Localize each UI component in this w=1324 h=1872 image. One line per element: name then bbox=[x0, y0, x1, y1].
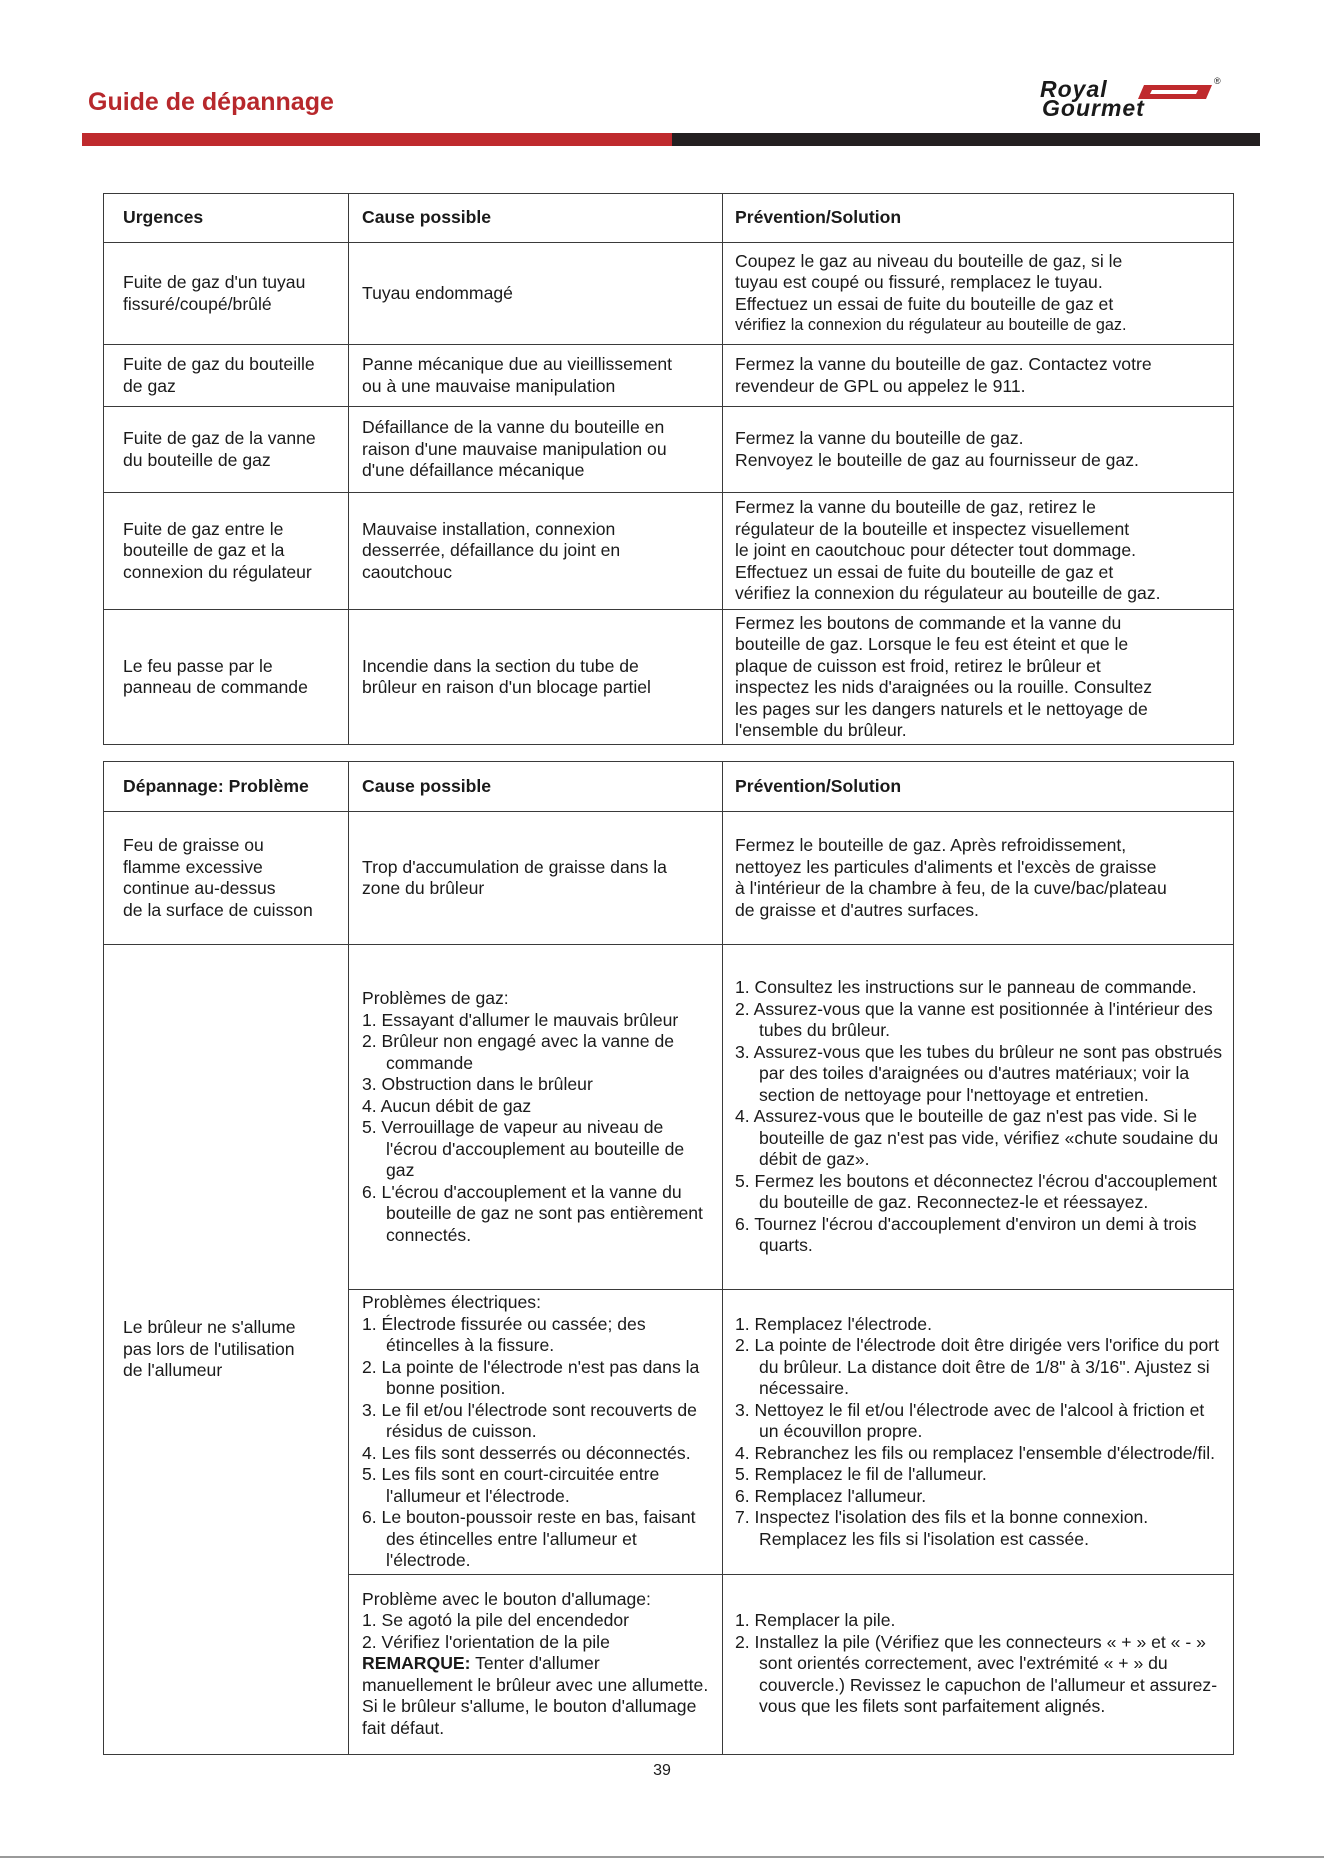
cause-cell: Tuyau endommagé bbox=[349, 243, 723, 345]
cause-cell: Défaillance de la vanne du bouteille en raison d'une mauvaise manipulation ou d'une défaillance mécanique bbox=[349, 407, 723, 493]
royal-gourmet-logo bbox=[1036, 76, 1226, 122]
table-row bbox=[104, 345, 1234, 407]
solution-cell: Fermez les boutons de commande et la vanne du bouteille de gaz. Lorsque le feu est éteint et que le plaque de cuisson est froid, retirez le brûleur et inspectez les nids d'araignées ou la rouille. Consultez les pages sur les dangers naturels et le nettoyage de l'ensemble du brûleur. bbox=[723, 610, 1234, 745]
cause-cell: Panne mécanique due au vieillissement ou à une mauvaise manipulation bbox=[349, 345, 723, 407]
header-cause: Cause possible bbox=[349, 194, 723, 243]
note bbox=[362, 1653, 714, 1739]
header-rule-dark bbox=[672, 133, 1260, 146]
header-solution: Prévention/Solution bbox=[723, 762, 1234, 812]
page-number: 39 bbox=[653, 1762, 671, 1779]
table-row bbox=[104, 243, 1234, 345]
table-row bbox=[104, 493, 1234, 610]
logo-flag-icon bbox=[1138, 85, 1212, 99]
solution-cell: Coupez le gaz au niveau du bouteille de gaz, si le tuyau est coupé ou fissuré, remplacez le tuyau. Effectuez un essai de fuite du bouteille de gaz et vérifiez la connexion du régulateur au bouteille de gaz. bbox=[723, 243, 1234, 345]
note-label: REMARQUE: bbox=[362, 1653, 471, 1674]
solution-cell: Fermez la vanne du bouteille de gaz. Renvoyez le bouteille de gaz au fournisseur de gaz. bbox=[723, 407, 1234, 493]
urgence-cell: Fuite de gaz du bouteille de gaz bbox=[104, 345, 349, 407]
note-text: Tenter d'allumer manuellement le brûleur avec une allumette. Si le brûleur s'allume, le bouton d'allumage fait défaut. bbox=[362, 1653, 709, 1738]
cause-cell: Mauvaise installation, connexion desserrée, défaillance du joint en caoutchouc bbox=[349, 493, 723, 610]
solution-cell-ignition: 1. Remplacer la pile. 2. Installez la pile (Vérifiez que les connecteurs « + » et « - » sont orientés correctement, avec l'extrémité « + » du couvercle.) Revissez le capuchon de l'allumeur et assurez-vous que les filets sont parfaitement alignés. bbox=[723, 1574, 1234, 1754]
page-bottom-rule bbox=[0, 1856, 1324, 1858]
header-rule-red bbox=[82, 133, 672, 146]
emergencies-table bbox=[103, 193, 1234, 745]
page-header bbox=[0, 0, 1324, 150]
table-row bbox=[104, 812, 1234, 945]
table-header-row bbox=[104, 194, 1234, 243]
cause-cell: Incendie dans la section du tube de brûleur en raison d'un blocage partiel bbox=[349, 610, 723, 745]
cause-cell-electric: Problèmes électriques: 1. Électrode fissurée ou cassée; des étincelles à la fissure. 2. La pointe de l'électrode n'est pas dans la bonne position. 3. Le fil et/ou l'électrode sont recouverts de résidus de cuisson. 4. Les fils sont desserrés ou déconnectés. 5. Les fils sont en court-circuitée entre l'allumeur et l'électrode. 6. Le bouton-poussoir reste en bas, faisant des étincelles entre l'allumeur et l'électrode. bbox=[349, 1290, 723, 1575]
cause-cell: Trop d'accumulation de graisse dans la zone du brûleur bbox=[349, 812, 723, 945]
table-row bbox=[104, 610, 1234, 745]
registered-mark: ® bbox=[1214, 76, 1221, 86]
solution-cell: Fermez la vanne du bouteille de gaz, retirez le régulateur de la bouteille et inspectez visuellement le joint en caoutchouc pour détecter tout dommage. Effectuez un essai de fuite du bouteille de gaz et vérifiez la connexion du régulateur au bouteille de gaz. bbox=[723, 493, 1234, 610]
troubleshooting-table bbox=[103, 761, 1234, 1755]
urgence-cell: Fuite de gaz entre le bouteille de gaz et la connexion du régulateur bbox=[104, 493, 349, 610]
logo-text-royal: Royal bbox=[1040, 76, 1108, 102]
header-probleme: Dépannage: Problème bbox=[104, 762, 349, 812]
urgence-cell: Fuite de gaz de la vanne du bouteille de gaz bbox=[104, 407, 349, 493]
solution-cell: Fermez le bouteille de gaz. Après refroidissement, nettoyez les particules d'aliments et l'excès de graisse à l'intérieur de la chambre à feu, de la cuve/bac/plateau de graisse et d'autres surfaces. bbox=[723, 812, 1234, 945]
problem-cell: Feu de graisse ou flamme excessive continue au-dessus de la surface de cuisson bbox=[104, 812, 349, 945]
problem-cell: Le brûleur ne s'allume pas lors de l'utilisation de l'allumeur bbox=[104, 945, 349, 1755]
header-urgences: Urgences bbox=[104, 194, 349, 243]
table-row bbox=[104, 407, 1234, 493]
cause-title: Problèmes électriques: bbox=[362, 1292, 541, 1312]
solution-cell: Fermez la vanne du bouteille de gaz. Contactez votre revendeur de GPL ou appelez le 911. bbox=[723, 345, 1234, 407]
logo-text-gourmet: Gourmet bbox=[1042, 95, 1145, 121]
cause-cell-ignition: Problème avec le bouton d'allumage: 1. Se agotó la pile del encendedor 2. Vérifiez l'orientation de la pile REMARQUE: Tenter d'allumer manuellement le brûleur avec une allumette. Si le brûleur s'allume, le bouton d'allumage fait défaut. bbox=[349, 1574, 723, 1754]
table-row bbox=[104, 945, 1234, 1290]
cause-title: Problème avec le bouton d'allumage: bbox=[362, 1588, 651, 1609]
urgence-cell: Le feu passe par le panneau de commande bbox=[104, 610, 349, 745]
page-title: Guide de dépannage bbox=[88, 88, 334, 116]
cause-cell-gas: Problèmes de gaz: 1. Essayant d'allumer le mauvais brûleur 2. Brûleur non engagé avec la vanne de commande 3. Obstruction dans le brûleur 4. Aucun débit de gaz 5. Verrouillage de vapeur au niveau de l'écrou d'accouplement au bouteille de gaz 6. L'écrou d'accouplement et la vanne du bouteille de gaz ne sont pas entièrement connectés. bbox=[349, 945, 723, 1290]
header-solution: Prévention/Solution bbox=[723, 194, 1234, 243]
solution-cell-gas: 1. Consultez les instructions sur le panneau de commande. 2. Assurez-vous que la vanne est positionnée à l'intérieur des tubes du brûleur. 3. Assurez-vous que les tubes du brûleur ne sont pas obstrués par des toiles d'araignées ou d'autres matériaux; voir la section de nettoyage pour l'nettoyage et entretien. 4. Assurez-vous que le bouteille de gaz n'est pas vide. Si le bouteille de gaz n'est pas vide, vérifiez «chute soudaine du débit de gaz». 5. Fermez les boutons et déconnectez l'écrou d'accouplement du bouteille de gaz. Reconnectez-le et réessayez. 6. Tournez l'écrou d'accouplement d'environ un demi à trois quarts. bbox=[723, 945, 1234, 1290]
solution-cell-electric: 1. Remplacez l'électrode. 2. La pointe de l'électrode doit être dirigée vers l'orifice du port du brûleur. La distance doit être de 1/8" à 3/16". Ajustez si nécessaire. 3. Nettoyez le fil et/ou l'électrode avec de l'alcool à friction et un écouvillon propre. 4. Rebranchez les fils ou remplacez l'ensemble d'électrode/fil. 5. Remplacez le fil de l'allumeur. 6. Remplacez l'allumeur. 7. Inspectez l'isolation des fils et la bonne connexion. Remplacez les fils si l'isolation est cassée. bbox=[723, 1290, 1234, 1575]
header-cause: Cause possible bbox=[349, 762, 723, 812]
table-header-row bbox=[104, 762, 1234, 812]
cause-title: Problèmes de gaz: bbox=[362, 988, 509, 1008]
urgence-cell: Fuite de gaz d'un tuyau fissuré/coupé/brûlé bbox=[104, 243, 349, 345]
